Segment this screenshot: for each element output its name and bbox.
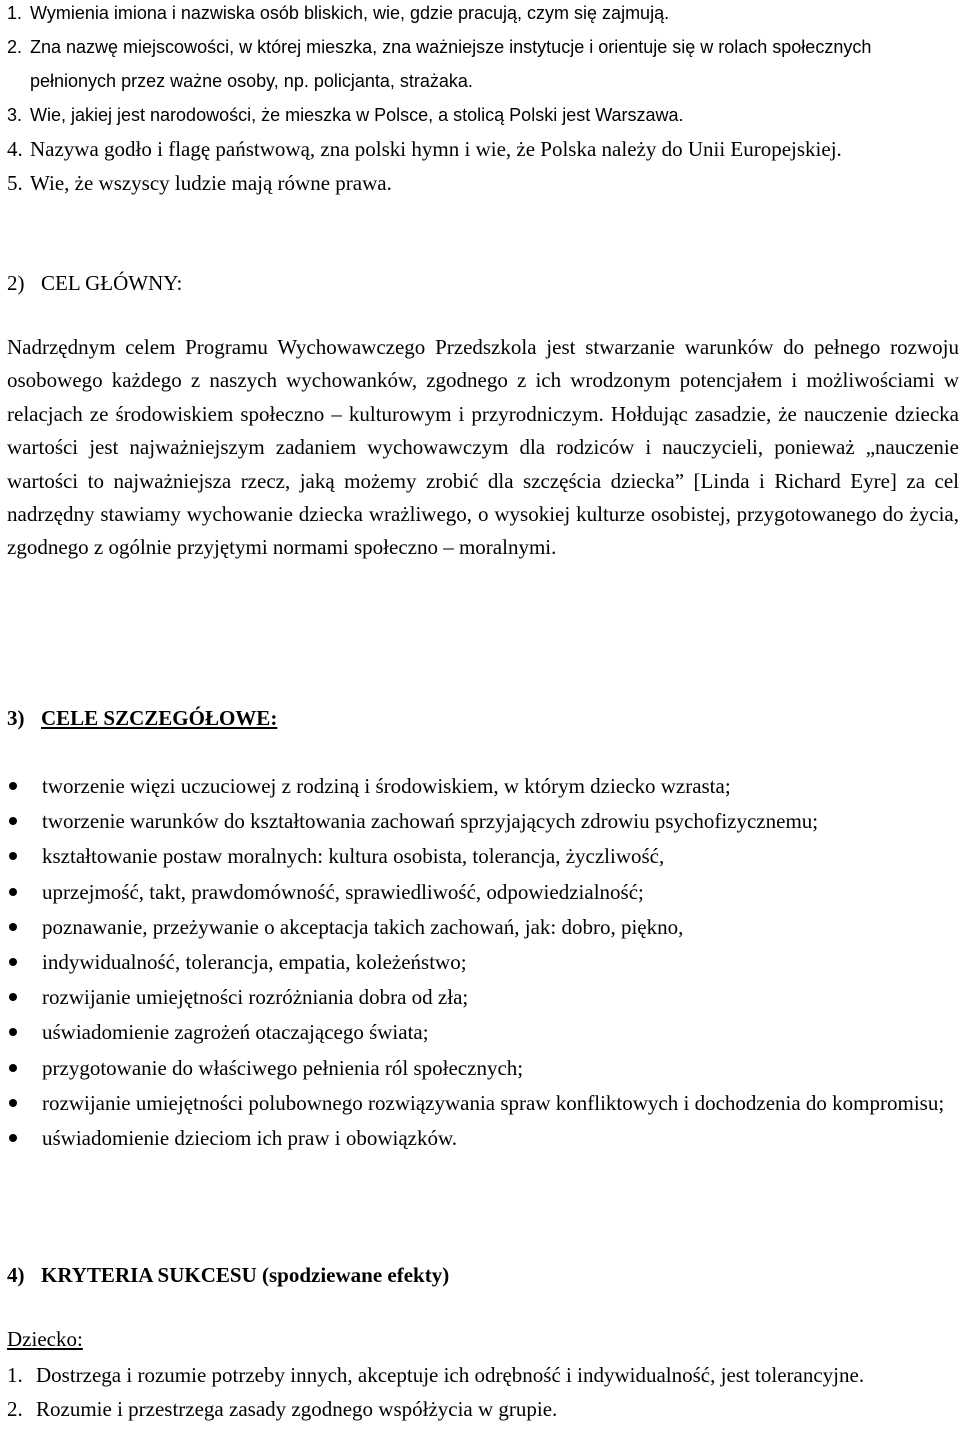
list-item-text: tworzenie warunków do kształtowania zachowań sprzyjających zdrowiu psychofizycznemu; [42,809,819,834]
list-item-number: 3. [7,105,23,125]
list-item [0,875,960,909]
section-heading-success-criteria [7,1260,449,1290]
list-item [0,769,960,803]
bullet-icon [9,1028,17,1036]
list-item [0,945,960,979]
list-item-text: poznawanie, przeżywanie o akceptacja takich zachowań, jak: dobro, piękno, [42,914,684,939]
list-item [7,132,957,166]
list-item-text: Wie, jakiej jest narodowości, że mieszka w Polsce, a stolicą Polski jest Warszawa. [30,105,684,125]
main-goal-paragraph: Nadrzędnym celem Programu Wychowawczego Przedszkola jest stwarzanie warunków do pełnego rozwoju osobowego każdego z naszych wychowanków, zgodnego z ich wrodzonym potencjałem i możliwościami w relacjach ze środowiskiem społeczno – kulturowym i przyrodniczym. Hołdując zasadzie, że nauczenie dziecka wartości jest najważniejszym zadaniem wychowawczym dla rodziców i nauczycieli, ponieważ „nauczenie wartości to najważniejsza rzecz, jaką możemy zrobić dla szczęścia dziecka” [Linda i Richard Eyre] za cel nadrzędny stawiamy wychowanie dziecka wrażliwego, o wysokiej kulturze osobistej, przygotowanego do życia, zgodnego z ogólnie przyjętymi normami społeczno – moralnymi. [7,335,959,560]
list-item-number: 5. [7,171,23,195]
section-number: 3) [7,706,25,730]
section-title: CEL GŁÓWNY: [41,271,183,295]
bullet-icon [9,993,17,1001]
list-item-text: Wymienia imiona i nazwiska osób bliskich, wie, gdzie pracują, czym się zajmują. [30,3,670,23]
list-item [7,0,957,30]
list-item-text: przygotowanie do właściwego pełnienia ról społecznych; [42,1055,524,1080]
section-heading-detailed-goals [7,703,277,733]
list-item [0,1086,960,1120]
list-item-text: indywidualność, tolerancja, empatia, koleżeństwo; [42,949,467,974]
list-item [7,30,957,98]
list-item-text: Zna nazwę miejscowości, w której mieszka, zna ważniejsze instytucje i orientuje się w rolach społecznych pełnionych przez ważne osoby, np. policjanta, strażaka. [30,37,872,91]
section-heading-main-goal [7,268,182,298]
list-item-number: 4. [7,137,23,161]
list-item-text: rozwijanie umiejętności rozróżniania dobra od zła; [42,985,469,1010]
list-item-number: 2. [7,1397,23,1421]
detailed-goals-list [0,769,960,1156]
bullet-icon [9,1064,17,1072]
list-item-number: 1. [7,3,23,23]
section-title: KRYTERIA SUKCESU (spodziewane efekty) [41,1263,450,1287]
section-number: 2) [7,271,25,295]
intro-list [7,0,957,200]
list-item [7,1358,957,1392]
success-criteria-list [7,1358,957,1426]
list-item [0,980,960,1014]
list-item [0,1121,960,1155]
list-item-text: Wie, że wszyscy ludzie mają równe prawa. [30,171,392,195]
list-item-number: 2. [7,37,23,57]
section-number: 4) [7,1263,25,1287]
list-item-text: uświadomienie zagrożeń otaczającego świata; [42,1020,429,1045]
list-item-text: tworzenie więzi uczuciowej z rodziną i środowiskiem, w którym dziecko wzrasta; [42,774,731,798]
list-item [0,1015,960,1049]
list-item-text: Nazywa godło i flagę państwową, zna polski hymn i wie, że Polska należy do Unii Europejskiej. [30,137,842,161]
bullet-icon [9,888,17,896]
list-item-number: 1. [7,1363,23,1387]
list-item [0,910,960,944]
subheading-child: Dziecko: [7,1327,83,1351]
bullet-icon [9,1099,17,1107]
list-item-text: uprzejmość, takt, prawdomówność, sprawiedliwość, odpowiedzialność; [42,879,644,904]
list-item [7,166,957,200]
list-item [7,98,957,132]
list-item [7,1392,957,1426]
bullet-icon [9,852,17,860]
bullet-icon [9,1134,17,1142]
list-item-text: Dostrzega i rozumie potrzeby innych, akceptuje ich odrębność i indywidualność, jest tolerancyjne. [36,1363,865,1387]
list-item-text: Rozumie i przestrzega zasady zgodnego współżycia w grupie. [36,1397,558,1421]
section-title: CELE SZCZEGÓŁOWE: [41,706,278,730]
list-item [0,1051,960,1085]
bullet-icon [9,817,17,825]
list-item [0,839,960,873]
list-item-text: kształtowanie postaw moralnych: kultura osobista, tolerancja, życzliwość, [42,844,665,869]
bullet-icon [9,958,17,966]
list-item-text: uświadomienie dzieciom ich praw i obowiązków. [42,1125,458,1150]
list-item [0,804,960,838]
bullet-icon [9,782,17,790]
list-item-text: rozwijanie umiejętności polubownego rozwiązywania spraw konfliktowych i dochodzenia do kompromisu; [42,1090,945,1115]
bullet-icon [9,923,17,931]
